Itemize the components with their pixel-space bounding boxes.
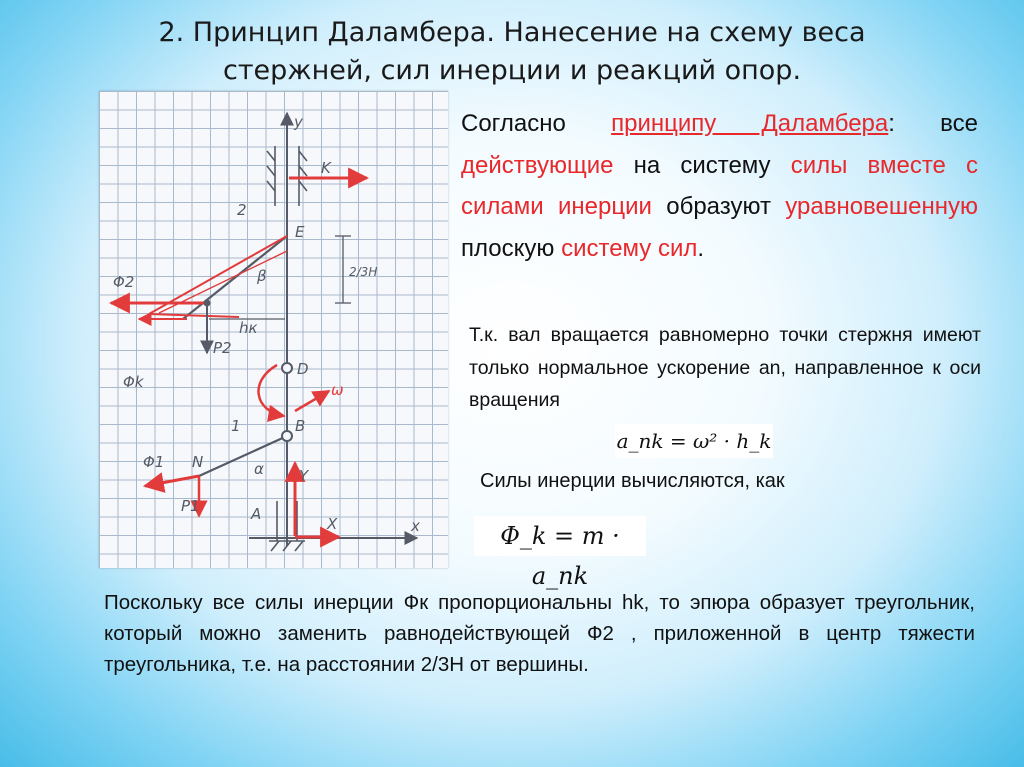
label-p2: P2 bbox=[213, 339, 232, 357]
label-h23: 2/3H bbox=[349, 265, 378, 279]
label-reaction-y: Y bbox=[299, 467, 309, 485]
label-n: N bbox=[192, 453, 204, 471]
title-line-2: стержней, сил инерции и реакций опор. bbox=[222, 55, 802, 86]
inertia-force-formula: Φ_k = m · a_nk bbox=[474, 516, 646, 556]
label-rod-2: 2 bbox=[237, 201, 247, 219]
highlight-acting: действующие bbox=[461, 151, 614, 179]
label-omega: ω bbox=[331, 381, 344, 399]
conclusion-paragraph: Поскольку все силы инерции Фк пропорциональны hk, то эпюра образует треугольник, который можно заменить равнодействующей Ф2 , приложенной в центр тяжести треугольника, т.е. на расстоянии 2/3Н от вершины. bbox=[104, 591, 975, 676]
highlight-balanced: уравновешенную bbox=[785, 193, 978, 220]
label-b: B bbox=[295, 417, 306, 435]
acceleration-formula: a_nk = ω² · h_k bbox=[615, 424, 773, 458]
label-d: D bbox=[297, 360, 309, 378]
label-phi1: Φ1 bbox=[143, 453, 165, 471]
label-phi2: Φ2 bbox=[113, 273, 135, 291]
label-k: K bbox=[321, 159, 331, 177]
rod-1 bbox=[199, 436, 287, 476]
highlight-forces: силы bbox=[790, 151, 848, 179]
label-a: A bbox=[251, 505, 262, 523]
label-reaction-x: X bbox=[327, 515, 338, 533]
title-line-1: 2. Принцип Даламбера. Нанесение на схему веса bbox=[158, 17, 866, 48]
point-d-icon bbox=[282, 363, 292, 373]
highlight-system: систему сил bbox=[561, 234, 698, 262]
principle-intro: Согласно bbox=[461, 110, 612, 137]
label-x: x bbox=[411, 517, 420, 535]
label-p1: P1 bbox=[181, 497, 200, 515]
label-alpha: α bbox=[254, 460, 264, 478]
label-rod-1: 1 bbox=[231, 417, 241, 435]
slide-title bbox=[0, 14, 1024, 90]
label-beta: β bbox=[257, 267, 267, 285]
point-b-icon bbox=[282, 431, 292, 441]
label-hk: hк bbox=[239, 319, 258, 337]
label-phik: Φk bbox=[123, 373, 144, 391]
highlight-together: вместе с силами инерции bbox=[461, 151, 978, 220]
principle-link[interactable]: принципу Даламбера bbox=[611, 110, 889, 137]
rod-2 bbox=[183, 236, 287, 319]
centroid-point-icon bbox=[204, 300, 211, 307]
inertia-paragraph: Силы инерции вычисляются, как bbox=[480, 470, 785, 492]
principle-paragraph: Согласно принципу Даламбера: все действующие на систему силы вместе с силами инерции образуют уравновешенную плоскую систему сил. bbox=[461, 110, 979, 262]
rotation-arc bbox=[259, 365, 284, 416]
hand-drawn-diagram bbox=[99, 91, 448, 568]
phi1-arrow bbox=[145, 476, 199, 486]
label-e: E bbox=[295, 223, 305, 241]
rotation-paragraph: Т.к. вал вращается равномерно точки стержня имеют только нормальное ускорение an, направленное к оси вращения bbox=[469, 324, 981, 411]
label-y: y bbox=[294, 113, 303, 131]
omega-arrow bbox=[295, 391, 329, 411]
diagram-svg bbox=[99, 91, 448, 568]
